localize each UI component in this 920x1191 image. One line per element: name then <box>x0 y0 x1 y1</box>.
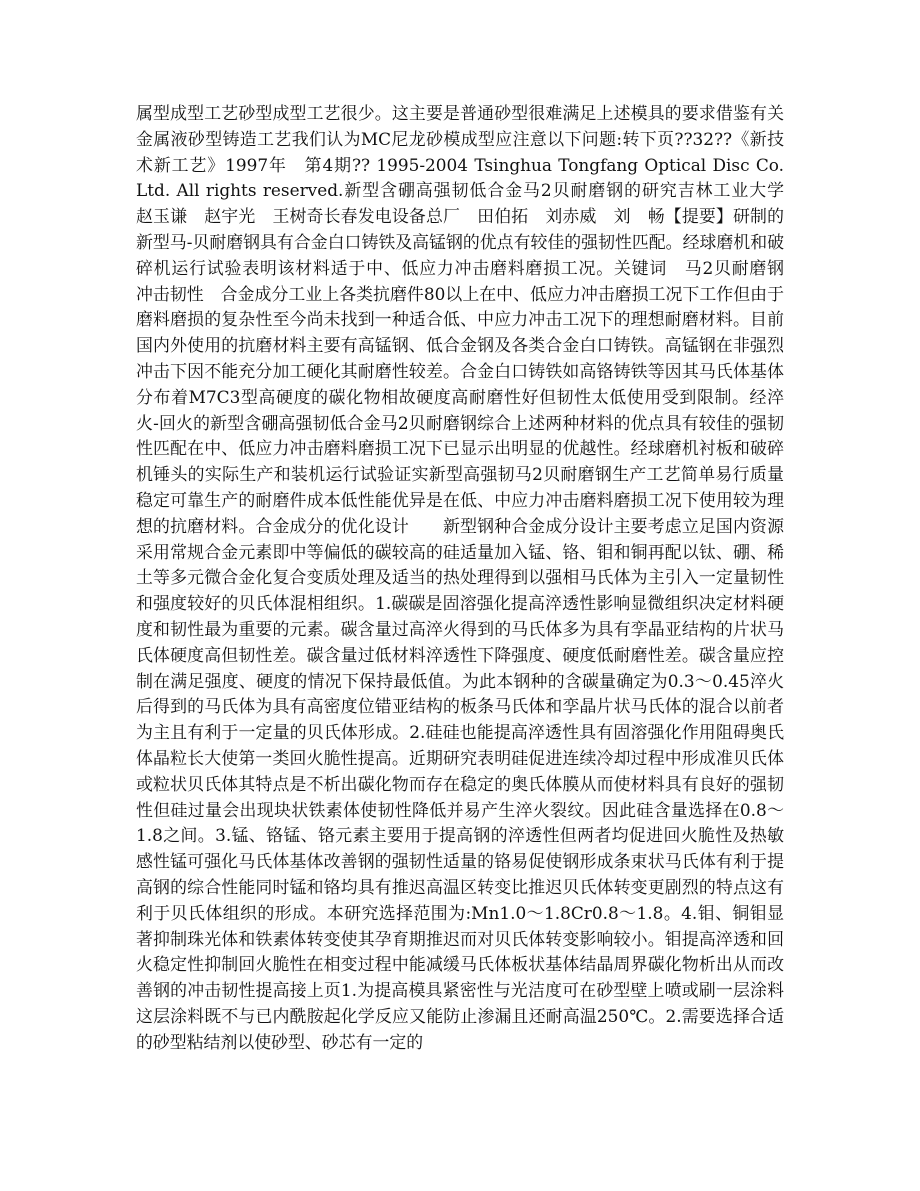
body-text: 属型成型工艺砂型成型工艺很少。这主要是普通砂型很难满足上述模具的要求借鉴有关金属液砂型铸造工艺我们认为MC尼龙砂模成型应注意以下问题:转下页??32??《新技术新工艺》1997年 第4期?? 1995-2004 Tsinghua Tongfang Optical Disc Co. Ltd. All rights reserved.新型含硼高强韧低合金马2贝耐磨钢的研究吉林工业大学 赵玉谦 赵宇光 王树奇长春发电设备总厂 田伯拓 刘赤威 刘 畅【提要】研制的新型马-贝耐磨钢具有合金白口铸铁及高锰钢的优点有较佳的强韧性匹配。经球磨机和破碎机运行试验表明该材料适于中、低应力冲击磨料磨损工况。关键词 马2贝耐磨钢 冲击韧性 合金成分工业上各类抗磨件80以上在中、低应力冲击磨损工况下工作但由于磨料磨损的复杂性至今尚未找到一种适合低、中应力冲击工况下的理想耐磨材料。目前国内外使用的抗磨材料主要有高锰钢、低合金钢及各类合金白口铸铁。高锰钢在非强烈冲击下因不能充分加工硬化其耐磨性较差。合金白口铸铁如高铬铸铁等因其马氏体基体分布着M7C3型高硬度的碳化物相故硬度高耐磨性好但韧性太低使用受到限制。经淬火-回火的新型含硼高强韧低合金马2贝耐磨钢综合上述两种材料的优点具有较佳的强韧性匹配在中、低应力冲击磨料磨损工况下已显示出明显的优越性。经球磨机衬板和破碎机锤头的实际生产和装机运行试验证实新型高强韧马2贝耐磨钢生产工艺简单易行质量稳定可靠生产的耐磨件成本低性能优异是在低、中应力冲击磨料磨损工况下使用较为理想的抗磨材料。合金成分的优化设计 新型钢种合金成分设计主要考虑立足国内资源采用常规合金元素即中等偏低的碳较高的硅适量加入锰、铬、钼和铜再配以钛、硼、稀土等多元微合金化复合变质处理及适当的热处理得到以强相马氏体为主引入一定量韧性和强度较好的贝氏体混相组织。1.碳碳是固溶强化提高淬透性影响显微组织决定材料硬度和韧性最为重要的元素。碳含量过高淬火得到的马氏体多为具有孪晶亚结构的片状马氏体硬度高但韧性差。碳含量过低材料淬透性下降强度、硬度低耐磨性差。碳含量应控制在满足强度、硬度的情况下保持最低值。为此本钢种的含碳量确定为0.3～0.45淬火后得到的马氏体为具有高密度位错亚结构的板条马氏体和孪晶片状马氏体的混合以前者为主且有利于一定量的贝氏体形成。2.硅硅也能提高淬透性具有固溶强化作用阻碍奥氏体晶粒长大使第一类回火脆性提高。近期研究表明硅促进连续冷却过程中形成准贝氏体或粒状贝氏体其特点是不析出碳化物而存在稳定的奥氏体膜从而使材料具有良好的强韧性但硅过量会出现块状铁素体使韧性降低并易产生淬火裂纹。因此硅含量选择在0.8～1.8之间。3.锰、铬锰、铬元素主要用于提高钢的淬透性但两者均促进回火脆性及热敏感性锰可强化马氏体基体改善钢的强韧性适量的铬易促使钢形成条束状马氏体有利于提高钢的综合性能同时锰和铬均具有推迟高温区转变比推迟贝氏体转变更剧烈的特点这有利于贝氏体组织的形成。本研究选择范围为:Mn1.0～1.8Cr0.8～1.8。4.钼、铜钼显著抑制珠光体和铁素体转变使其孕育期推迟而对贝氏体转变影响较小。钼提高淬透和回火稳定性抑制回火脆性在相变过程中能减缓马氏体板状基体结晶周界碳化物析出从而改善钢的冲击韧性提高接上页1.为提高模具紧密性与光洁度可在砂型壁上喷或刷一层涂料这层涂料既不与已内酰胺起化学反应又能防止渗漏且还耐高温250℃。2.需要选择合适的砂型粘结剂以使砂型、砂芯有一定的 <box>136 103 801 1052</box>
document-page <box>136 101 801 1055</box>
